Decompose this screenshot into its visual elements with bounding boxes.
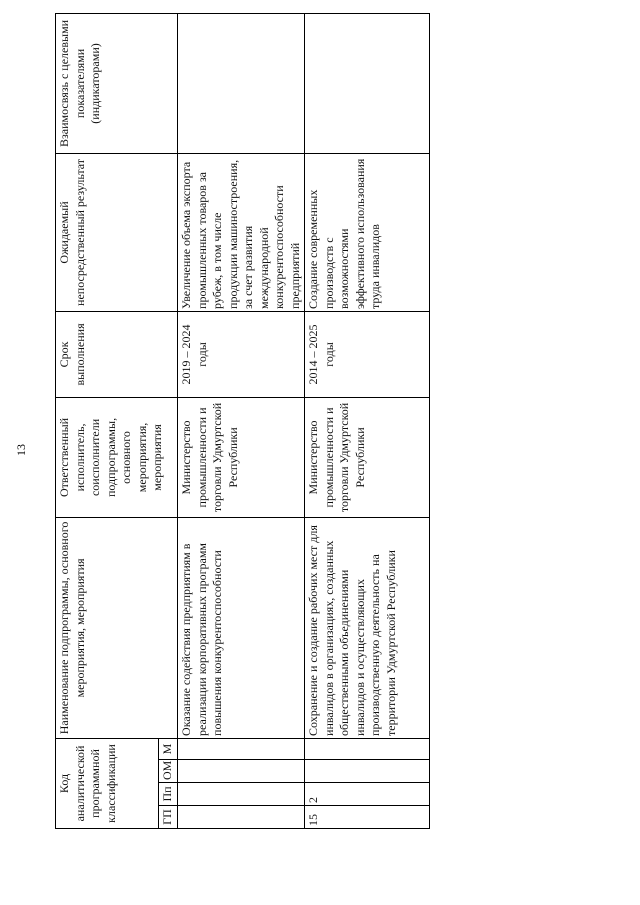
header-responsible: Ответственный исполнитель, соисполнители подпрограммы, основного мероприятия, мероприятия — [56, 397, 178, 517]
cell-term: 2014 – 2025 годы — [305, 311, 430, 397]
cell-om — [305, 760, 430, 783]
cell-result: Создание современных производств с возможностями эффективного использования труда инвалидов — [305, 153, 430, 311]
cell-m — [305, 738, 430, 759]
cell-om — [178, 760, 305, 783]
program-table — [55, 13, 430, 829]
header-gp: ГП — [159, 806, 178, 829]
cell-responsible: Министерство промышленности и торговли Удмуртской Республики — [178, 397, 305, 517]
header-code: Код аналитической программной классификации — [56, 738, 159, 828]
header-pp: Пп — [159, 783, 178, 806]
header-om: ОМ — [159, 760, 178, 783]
header-term: Срок выполнения — [56, 311, 178, 397]
cell-link — [305, 13, 430, 153]
rotated-table-container — [55, 14, 447, 829]
cell-gp — [178, 806, 305, 829]
cell-result: Увеличение объема экспорта промышленных товаров за рубеж, в том числе продукции машиностроения, за счет развития международной конкурентоспособности предприятий — [178, 153, 305, 311]
cell-name: Оказание содействия предприятиям в реализации корпоративных программ повышения конкурентоспособности — [178, 517, 305, 738]
header-name: Наименование подпрограммы, основного мероприятия, мероприятия — [56, 517, 178, 738]
cell-pp — [178, 783, 305, 806]
header-link: Взаимосвязь с целевыми показателями (индикаторами) — [56, 13, 178, 153]
cell-link — [178, 13, 305, 153]
cell-responsible: Министерство промышленности и торговли Удмуртской Республики — [305, 397, 430, 517]
cell-pp: 2 — [305, 783, 430, 806]
cell-term: 2019 – 2024 годы — [178, 311, 305, 397]
header-m: М — [159, 738, 178, 759]
cell-gp: 15 — [305, 806, 430, 829]
page-number: 13 — [14, 444, 28, 456]
cell-m — [178, 738, 305, 759]
cell-name: Сохранение и создание рабочих мест для инвалидов в организациях, созданных общественными объединениями инвалидов и осуществляющих производственную деятельность на территории Удмуртской Республики — [305, 517, 430, 738]
header-result: Ожидаемый непосредственный результат — [56, 153, 178, 311]
table-row — [178, 13, 305, 828]
table-row — [305, 13, 430, 828]
